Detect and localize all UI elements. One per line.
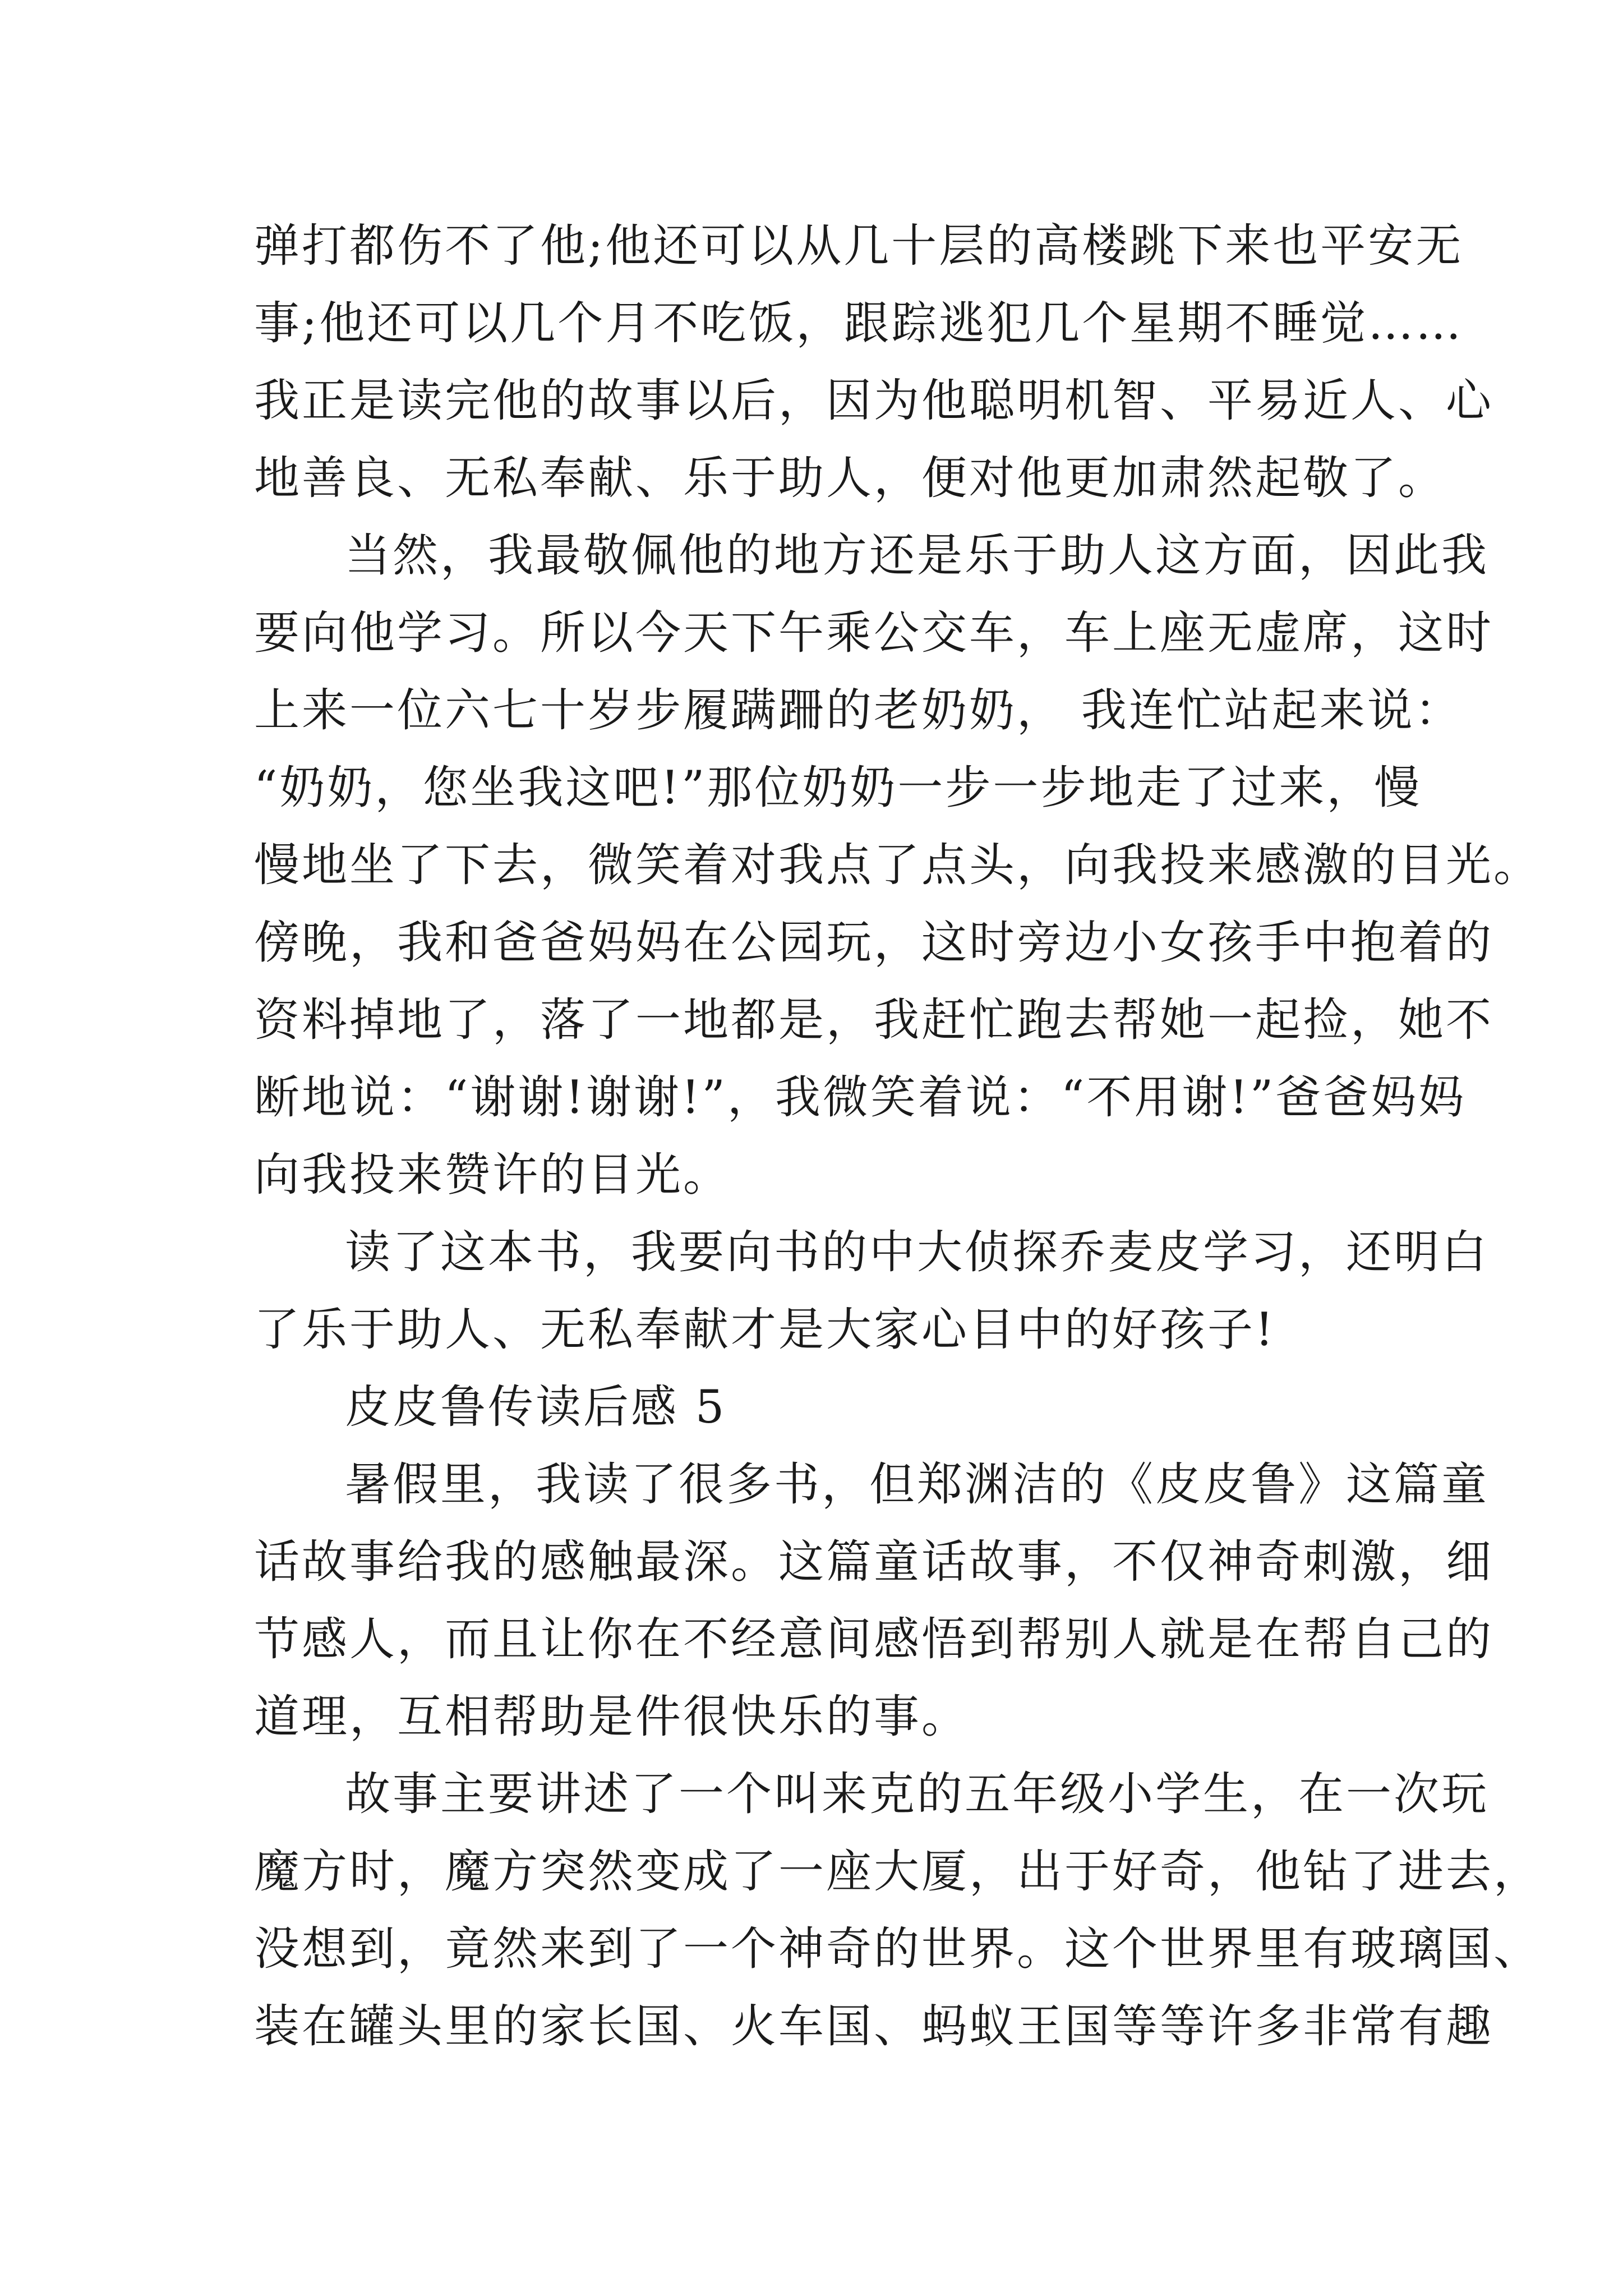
- text-line: 资料掉地了，落了一地都是，我赶忙跑去帮她一起捡，她不: [254, 994, 1494, 1047]
- text-line: 断地说：“谢谢!谢谢!”，我微笑着说：“不用谢!”爸爸妈妈: [254, 1071, 1467, 1124]
- text-line: 傍晚，我和爸爸妈妈在公园玩，这时旁边小女孩手中抱着的: [254, 917, 1494, 969]
- text-line: 地善良、无私奉献、乐于助人，便对他更加肃然起敬了。: [254, 452, 1446, 505]
- text-line: 向我投来赞许的目光。: [254, 1149, 731, 1202]
- paragraph-start-line: 当然，我最敬佩他的地方还是乐于助人这方面，因此我: [345, 530, 1490, 582]
- paragraph-start-line: 故事主要讲述了一个叫来克的五年级小学生，在一次玩: [345, 1768, 1490, 1821]
- text-line: 要向他学习。所以今天下午乘公交车，车上座无虚席，这时: [254, 607, 1494, 660]
- text-line: 话故事给我的感触最深。这篇童话故事，不仅神奇刺激，细: [254, 1536, 1494, 1589]
- section-heading: 皮皮鲁传读后感 5: [345, 1381, 727, 1434]
- text-line: “奶奶，您坐我这吧!”那位奶奶一步一步地走了过来，慢: [254, 762, 1422, 815]
- text-line: 没想到，竟然来到了一个神奇的世界。这个世界里有玻璃国、: [254, 1923, 1542, 1976]
- text-line: 节感人，而且让你在不经意间感悟到帮别人就是在帮自己的: [254, 1613, 1494, 1666]
- text-line: 慢地坐了下去，微笑着对我点了点头，向我投来感激的目光。: [254, 839, 1542, 892]
- text-line: 魔方时，魔方突然变成了一座大厦，出于好奇，他钻了进去，: [254, 1846, 1542, 1898]
- text-line: 道理，互相帮助是件很快乐的事。: [254, 1691, 970, 1743]
- text-line: 了乐于助人、无私奉献才是大家心目中的好孩子!: [254, 1304, 1276, 1356]
- text-line: 装在罐头里的家长国、火车国、蚂蚁王国等等许多非常有趣: [254, 2000, 1494, 2053]
- text-line: 上来一位六七十岁步履蹒跚的老奶奶， 我连忙站起来说：: [254, 684, 1463, 737]
- document-body: [254, 208, 1542, 2065]
- text-line: 弹打都伤不了他;他还可以从几十层的高楼跳下来也平安无: [254, 220, 1464, 273]
- paragraph-start-line: 暑假里，我读了很多书，但郑渊洁的《皮皮鲁》这篇童: [345, 1458, 1490, 1511]
- text-line: 事;他还可以几个月不吃饭，跟踪逃犯几个星期不睡觉……: [254, 297, 1464, 350]
- paragraph-start-line: 读了这本书，我要向书的中大侦探乔麦皮学习，还明白: [345, 1226, 1490, 1279]
- text-line: 我正是读完他的故事以后，因为他聪明机智、平易近人、心: [254, 375, 1494, 427]
